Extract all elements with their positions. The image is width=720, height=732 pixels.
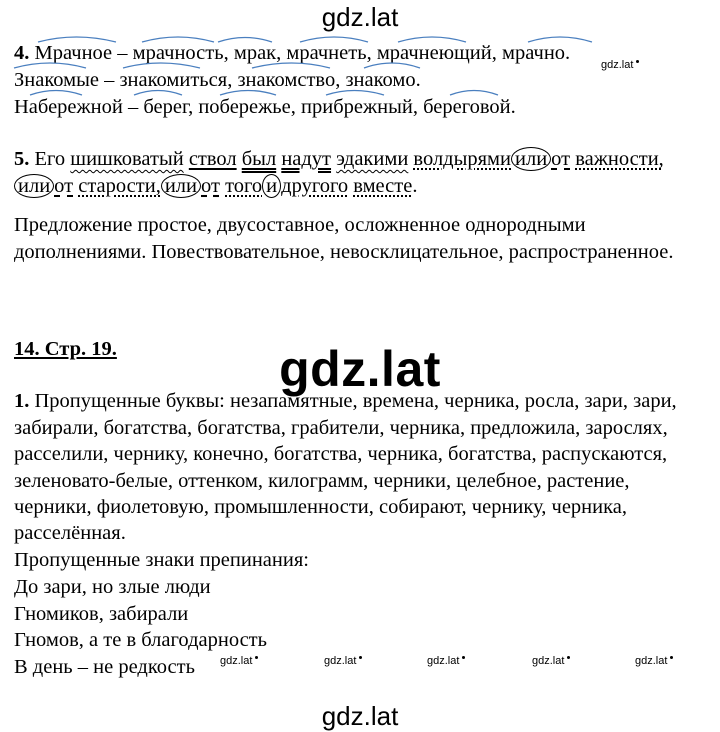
- task5-line2-word-5: от: [201, 175, 220, 197]
- watermark-small-3: gdz.lat: [324, 655, 362, 667]
- task5-line2-word-3: старости,: [78, 175, 161, 197]
- task1-line6: расселённая.: [14, 522, 126, 544]
- task4-line1-word-4: мрак: [233, 42, 277, 64]
- watermark-small-4: gdz.lat: [427, 655, 465, 667]
- task1-line11: В день – не редкость: [14, 656, 195, 678]
- task5-line1-word-2: шишковатый: [70, 148, 184, 170]
- task5-analysis-line2: дополнениями. Повествовательное, невосклицательное, распространенное.: [14, 241, 674, 263]
- task4-line1-word-6: мрачнеть: [286, 42, 367, 64]
- task5-line2-word-8: и: [262, 174, 281, 198]
- task4-line1-word-3: ,: [223, 42, 234, 64]
- task5-line1-word-10: эдакими: [336, 148, 409, 170]
- task5-line1-word-13: или: [511, 147, 551, 171]
- task1-line3: расселили, чернику, конечно, богатства, черника, богатства, распускаются,: [14, 443, 668, 465]
- task1-number: 1.: [14, 390, 30, 412]
- task4-line1: [14, 42, 570, 65]
- task1-line10: Гномов, а те в благодарность: [14, 629, 267, 651]
- task5-line2-word-7: того: [225, 175, 263, 197]
- watermark-center: gdz.lat: [279, 341, 441, 397]
- task1-line9: Гномиков, забирали: [14, 603, 189, 625]
- task5-line2-word-11: вместе: [353, 175, 413, 197]
- task5-line1-word-12: волдырями: [413, 148, 511, 170]
- task4-line1-word-10: мрачно.: [502, 42, 571, 64]
- task4-line1-word-1: –: [112, 42, 133, 64]
- watermark-small-2: gdz.lat: [220, 655, 258, 667]
- task5-line1-words: [35, 147, 664, 171]
- task5-line2: [14, 175, 417, 198]
- task5-line1-word-4: ствол: [188, 148, 237, 170]
- task1-line5: черники, фиолетовую, промышленности, собирают, чернику, черника,: [14, 496, 627, 518]
- task5-line1-word-16: важности,: [575, 148, 664, 170]
- task4-line2: Знакомые – знакомиться, знакомство, знакомо.: [14, 69, 421, 91]
- task5-line1-word-8: надут: [281, 148, 332, 170]
- watermark-top: gdz.lat: [321, 2, 399, 32]
- task4-line1-word-7: ,: [366, 42, 377, 64]
- task4-line1-word-2: мрачность: [132, 42, 224, 64]
- task4-line1-words: [35, 42, 571, 64]
- task5-line2-words: [14, 174, 417, 198]
- task5-number: 5.: [14, 148, 30, 170]
- task5-analysis-line1: Предложение простое, двусоставное, осложненное однородными: [14, 214, 586, 236]
- task4-line3: Набережной – берег, побережье, прибрежный, береговой.: [14, 96, 516, 118]
- task5-line2-word-1: от: [54, 175, 74, 197]
- section-heading: 14. Стр. 19.: [14, 338, 117, 360]
- task4-line1-word-9: ,: [491, 42, 503, 64]
- task5-line1: [14, 148, 664, 171]
- watermark-bottom: gdz.lat: [321, 701, 399, 731]
- task1-line7: Пропущенные знаки препинания:: [14, 549, 309, 571]
- task4-number: 4.: [14, 42, 30, 64]
- task1-line4: зеленовато-белые, оттенком, килограмм, черники, целебное, растение,: [14, 470, 630, 492]
- watermark-small-6: gdz.lat: [635, 655, 673, 667]
- task5-line2-word-9: другого: [281, 175, 349, 197]
- task5-line2-word-12: .: [412, 175, 418, 197]
- task1-line8: До зари, но злые люди: [14, 576, 211, 598]
- task4-line1-word-8: мрачнеющий: [376, 42, 492, 64]
- task4-line1-word-0: Мрачное: [34, 42, 113, 64]
- task5-line2-word-4: или: [161, 174, 201, 198]
- watermark-small-1: gdz.lat: [601, 59, 639, 71]
- watermark-small-5: gdz.lat: [532, 655, 570, 667]
- task4-line1-word-5: ,: [276, 42, 287, 64]
- task1-line1: 1. Пропущенные буквы: незапамятные, времена, черника, росла, зари, зари,: [14, 390, 677, 412]
- task5-line2-word-0: или: [14, 174, 54, 198]
- task5-line1-word-14: от: [551, 148, 571, 170]
- task5-line1-word-6: был: [241, 148, 277, 170]
- task1-line2: забирали, богатства, богатства, грабители, черника, предложила, зарослях,: [14, 417, 668, 439]
- task5-line1-word-0: Его: [34, 148, 66, 170]
